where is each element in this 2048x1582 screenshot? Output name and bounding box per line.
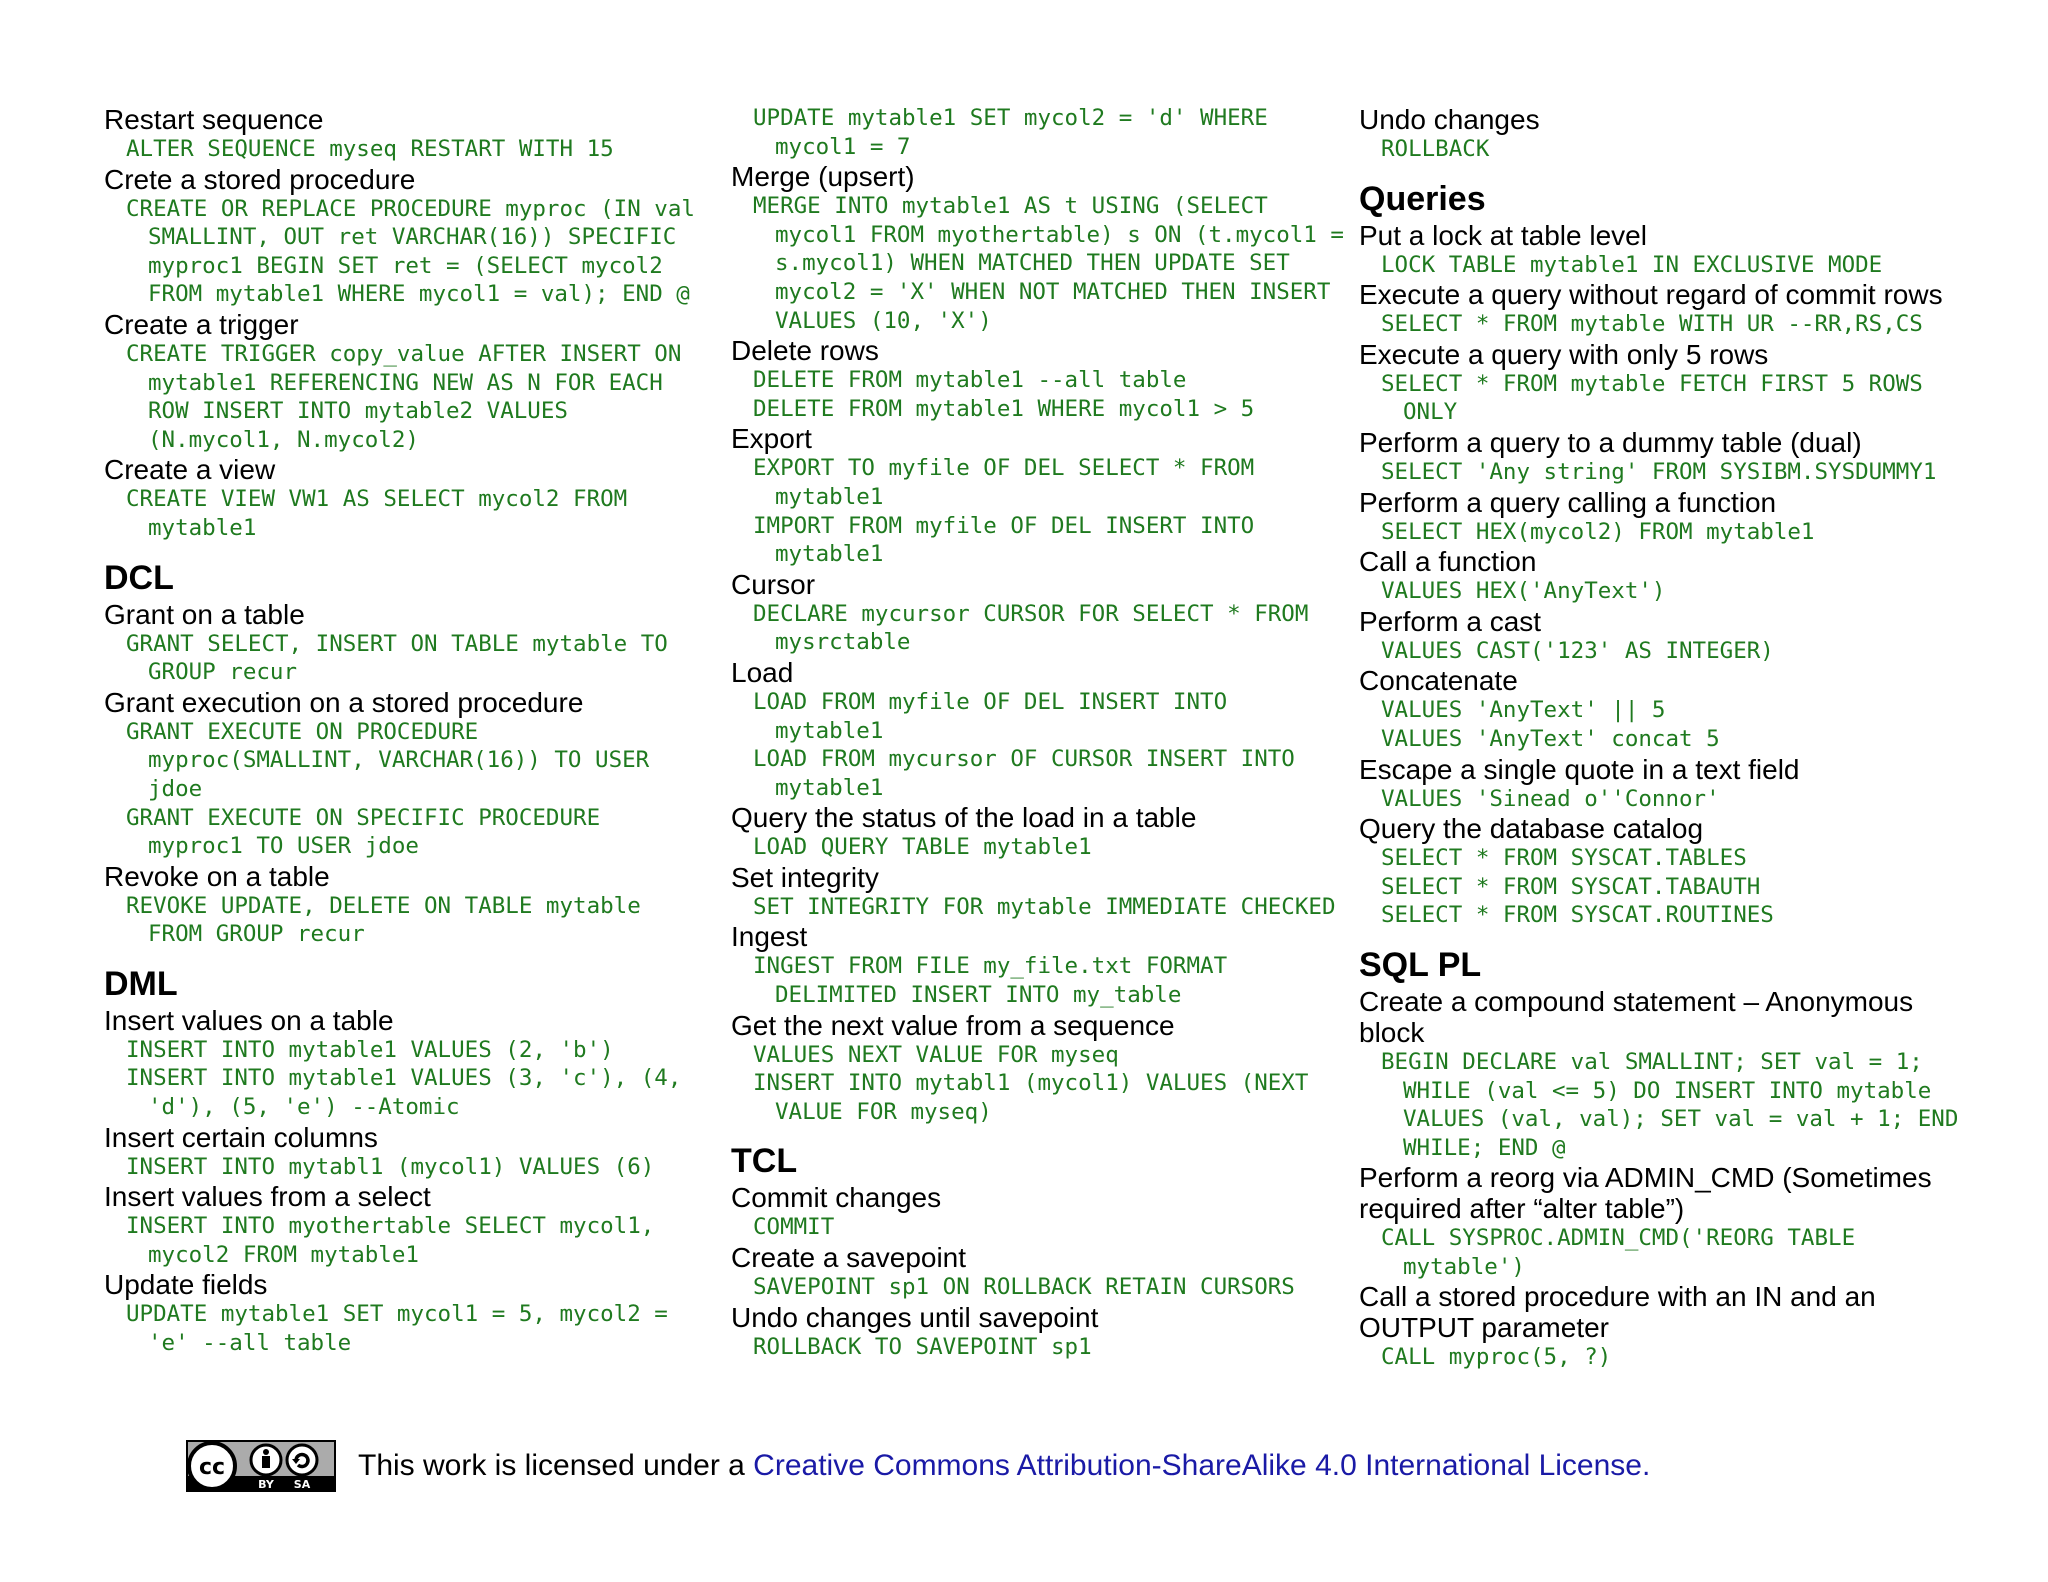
item-title: Insert values from a select	[104, 1181, 431, 1213]
code-snippet: UPDATE mytable1 SET mycol2 = 'd' WHERE mycol1 = 7	[753, 105, 1268, 160]
cheatsheet-item	[731, 657, 1349, 802]
cheatsheet-item	[1359, 339, 1979, 427]
section-title: TCL	[731, 1142, 798, 1181]
item-title: Update fields	[104, 1269, 268, 1301]
code-snippet: GRANT SELECT, INSERT ON TABLE mytable TO GROUP recur	[126, 630, 668, 686]
cheatsheet-item	[731, 921, 1349, 1009]
item-title: Create a savepoint	[731, 1242, 967, 1274]
code-snippet: CREATE TRIGGER copy_value AFTER INSERT ON mytable1 REFERENCING NEW AS N FOR EACH ROW INSERT INTO mytable2 VALUES (N.mycol1, N.mycol2)	[126, 340, 682, 453]
code-snippet: CREATE OR REPLACE PROCEDURE myproc (IN val SMALLINT, OUT ret VARCHAR(16)) SPECIFIC myproc1 BEGIN SET ret = (SELECT mycol2 FROM mytable1 WHERE mycol1 = val); END @	[126, 195, 695, 308]
code-snippet: GRANT EXECUTE ON PROCEDURE myproc(SMALLINT, VARCHAR(16)) TO USER jdoe	[126, 718, 650, 802]
code-snippet: VALUES NEXT VALUE FOR myseq	[753, 1041, 1119, 1068]
code-snippet: CALL myproc(5, ?)	[1381, 1344, 1612, 1371]
item-title: Query the database catalog	[1359, 813, 1704, 845]
code-snippet: VALUES 'Sinead o''Connor'	[1381, 785, 1720, 812]
code-snippet: SELECT * FROM mytable FETCH FIRST 5 ROWS ONLY	[1381, 370, 1923, 426]
item-title: Perform a query to a dummy table (dual)	[1359, 426, 1862, 458]
cheatsheet-item	[731, 104, 1349, 161]
code-snippet: ROLLBACK TO SAVEPOINT sp1	[753, 1333, 1092, 1360]
cc-by-sa-logo-icon[interactable]	[186, 1440, 336, 1492]
item-title: Ingest	[731, 921, 808, 953]
cheatsheet-item	[1359, 1281, 1979, 1372]
column-2	[731, 104, 1349, 1361]
cheatsheet-item	[1359, 606, 1979, 666]
item-title: Delete rows	[731, 335, 879, 367]
section-title: DCL	[104, 558, 174, 597]
code-snippet: SELECT * FROM SYSCAT.TABLES	[1381, 845, 1747, 872]
item-title: Commit changes	[731, 1182, 942, 1214]
cheatsheet-item	[1359, 813, 1979, 930]
column-1	[104, 104, 704, 1358]
cheatsheet-item	[1359, 986, 1979, 1162]
item-title: Call a function	[1359, 546, 1537, 578]
license-prefix: This work is licensed under a	[358, 1449, 754, 1482]
cheatsheet-item	[104, 599, 704, 687]
item-title: Call a stored procedure with an IN and an OUTPUT parameter	[1359, 1281, 1876, 1344]
cheatsheet-item	[1359, 546, 1979, 606]
item-title: Concatenate	[1359, 665, 1518, 697]
cheatsheet-item	[1359, 487, 1979, 547]
code-snippet: INSERT INTO mytabl1 (mycol1) VALUES (NEXT VALUE FOR myseq)	[753, 1070, 1309, 1125]
item-title: Grant execution on a stored procedure	[104, 686, 584, 718]
code-snippet: COMMIT	[753, 1214, 835, 1241]
code-snippet: CREATE VIEW VW1 AS SELECT mycol2 FROM mytable1	[126, 486, 628, 541]
item-title: Perform a query calling a function	[1359, 486, 1777, 518]
cheatsheet-item	[104, 164, 704, 309]
cheatsheet-item	[1359, 1162, 1979, 1281]
cheatsheet-item	[1359, 279, 1979, 339]
item-title: Execute a query with only 5 rows	[1359, 338, 1769, 370]
code-snippet: SAVEPOINT sp1 ON ROLLBACK RETAIN CURSORS	[753, 1274, 1295, 1301]
item-title: Revoke on a table	[104, 860, 330, 892]
code-snippet: UPDATE mytable1 SET mycol1 = 5, mycol2 = 'e' --all table	[126, 1301, 668, 1357]
code-snippet: VALUES 'AnyText' || 5	[1381, 697, 1666, 724]
license-footer	[186, 1440, 1986, 1492]
cheatsheet-item	[104, 104, 704, 164]
code-snippet: LOCK TABLE mytable1 IN EXCLUSIVE MODE	[1381, 251, 1883, 278]
cheatsheet-item	[1359, 427, 1979, 487]
item-title: Export	[731, 423, 812, 455]
cheatsheet-item	[1359, 665, 1979, 753]
cheatsheet-item	[731, 1242, 1349, 1302]
column-3	[1359, 104, 1979, 1372]
item-title: Set integrity	[731, 861, 879, 893]
cheatsheet-item	[104, 309, 704, 454]
cheatsheet-item	[731, 569, 1349, 657]
code-snippet: MERGE INTO mytable1 AS t USING (SELECT mycol1 FROM myothertable) s ON (t.mycol1 = s.mycol1) WHEN MATCHED THEN UPDATE SET mycol2 = 'X' WHEN NOT MATCHED THEN INSERT VALUES (10, 'X')	[753, 193, 1344, 334]
cheatsheet-item	[104, 687, 704, 861]
code-snippet: INSERT INTO mytabl1 (mycol1) VALUES (6)	[126, 1153, 655, 1180]
cheatsheet-item	[104, 861, 704, 949]
item-title: Merge (upsert)	[731, 161, 915, 193]
code-snippet: CALL SYSPROC.ADMIN_CMD('REORG TABLE mytable')	[1381, 1225, 1856, 1280]
item-title: Cursor	[731, 568, 816, 600]
item-title: Query the status of the load in a table	[731, 802, 1197, 834]
svg-text:cc: cc	[198, 1455, 226, 1480]
item-title: Execute a query without regard of commit rows	[1359, 279, 1943, 311]
item-title: Load	[731, 656, 794, 688]
code-snippet: VALUES 'AnyText' concat 5	[1381, 725, 1720, 752]
item-title: Restart sequence	[104, 104, 324, 135]
section-title: Queries	[1359, 179, 1486, 218]
cheatsheet-item	[104, 454, 704, 542]
cheatsheet-item	[1359, 104, 1979, 164]
code-snippet: SELECT 'Any string' FROM SYSIBM.SYSDUMMY1	[1381, 458, 1937, 485]
item-title: Undo changes until savepoint	[731, 1301, 1099, 1333]
item-title: Undo changes	[1359, 104, 1540, 135]
license-text	[358, 1446, 1650, 1486]
cheatsheet-item	[1359, 754, 1979, 814]
cheatsheet-item	[731, 423, 1349, 568]
code-snippet: DECLARE mycursor CURSOR FOR SELECT * FROM mysrctable	[753, 600, 1309, 656]
code-snippet: LOAD FROM myfile OF DEL INSERT INTO mytable1	[753, 688, 1228, 744]
item-title: Perform a reorg via ADMIN_CMD (Sometimes required after “alter table”)	[1359, 1162, 1932, 1225]
item-title: Create a view	[104, 454, 276, 486]
cheatsheet-item	[731, 161, 1349, 335]
code-snippet: INSERT INTO myothertable SELECT mycol1, mycol2 FROM mytable1	[126, 1213, 655, 1268]
section-title: DML	[104, 964, 178, 1003]
cheatsheet-item	[731, 1302, 1349, 1362]
code-snippet: LOAD QUERY TABLE mytable1	[753, 834, 1092, 861]
code-snippet: DELETE FROM mytable1 WHERE mycol1 > 5	[753, 395, 1255, 422]
section-title: SQL PL	[1359, 945, 1482, 984]
item-title: Perform a cast	[1359, 605, 1542, 637]
svg-text:SA: SA	[293, 1478, 311, 1491]
item-title: Insert certain columns	[104, 1121, 378, 1153]
item-title: Grant on a table	[104, 598, 305, 630]
code-snippet: SET INTEGRITY FOR mytable IMMEDIATE CHECKED	[753, 893, 1336, 920]
cheatsheet-item	[731, 1182, 1349, 1242]
item-title: Create a compound statement – Anonymous block	[1359, 985, 1914, 1048]
item-title: Escape a single quote in a text field	[1359, 753, 1800, 785]
cheatsheet-item	[104, 1181, 704, 1269]
code-snippet: GRANT EXECUTE ON SPECIFIC PROCEDURE myproc1 TO USER jdoe	[126, 804, 601, 860]
cheatsheet-item	[731, 1010, 1349, 1127]
item-title: Get the next value from a sequence	[731, 1009, 1175, 1041]
cheatsheet-item	[731, 802, 1349, 862]
svg-text:BY: BY	[258, 1478, 274, 1491]
code-snippet: INSERT INTO mytable1 VALUES (3, 'c'), (4, 'd'), (5, 'e') --Atomic	[126, 1065, 682, 1121]
item-title: Crete a stored procedure	[104, 163, 416, 195]
code-snippet: ROLLBACK	[1381, 136, 1490, 162]
cheatsheet-item	[1359, 220, 1979, 280]
code-snippet: INGEST FROM FILE my_file.txt FORMAT DELIMITED INSERT INTO my_table	[753, 953, 1228, 1009]
code-snippet: DELETE FROM mytable1 --all table	[753, 367, 1187, 394]
code-snippet: SELECT * FROM SYSCAT.TABAUTH	[1381, 873, 1761, 900]
code-snippet: VALUES HEX('AnyText')	[1381, 578, 1666, 605]
cheatsheet-item	[104, 1122, 704, 1182]
item-title: Insert values on a table	[104, 1004, 394, 1036]
cheatsheet-item	[731, 862, 1349, 922]
code-snippet: REVOKE UPDATE, DELETE ON TABLE mytable FROM GROUP recur	[126, 892, 641, 948]
code-snippet: IMPORT FROM myfile OF DEL INSERT INTO mytable1	[753, 512, 1255, 568]
license-link[interactable]: Creative Commons Attribution-ShareAlike 4.0 International License.	[753, 1449, 1651, 1482]
code-snippet: INSERT INTO mytable1 VALUES (2, 'b')	[126, 1036, 614, 1063]
cheatsheet-item	[104, 1005, 704, 1122]
item-title: Put a lock at table level	[1359, 219, 1647, 251]
code-snippet: ALTER SEQUENCE myseq RESTART WITH 15	[126, 136, 614, 162]
item-title: Create a trigger	[104, 308, 299, 340]
code-snippet: SELECT * FROM SYSCAT.ROUTINES	[1381, 902, 1774, 929]
code-snippet: LOAD FROM mycursor OF CURSOR INSERT INTO mytable1	[753, 746, 1295, 801]
code-snippet: EXPORT TO myfile OF DEL SELECT * FROM mytable1	[753, 455, 1255, 510]
code-snippet: SELECT * FROM mytable WITH UR --RR,RS,CS	[1381, 311, 1923, 338]
cheatsheet-item	[104, 1269, 704, 1357]
code-snippet: VALUES CAST('123' AS INTEGER)	[1381, 637, 1774, 664]
cheatsheet-item	[731, 335, 1349, 423]
code-snippet: SELECT HEX(mycol2) FROM mytable1	[1381, 518, 1815, 545]
code-snippet: BEGIN DECLARE val SMALLINT; SET val = 1; WHILE (val <= 5) DO INSERT INTO mytable VALUES (val, val); SET val = val + 1; END WHILE; END @	[1381, 1048, 1959, 1161]
